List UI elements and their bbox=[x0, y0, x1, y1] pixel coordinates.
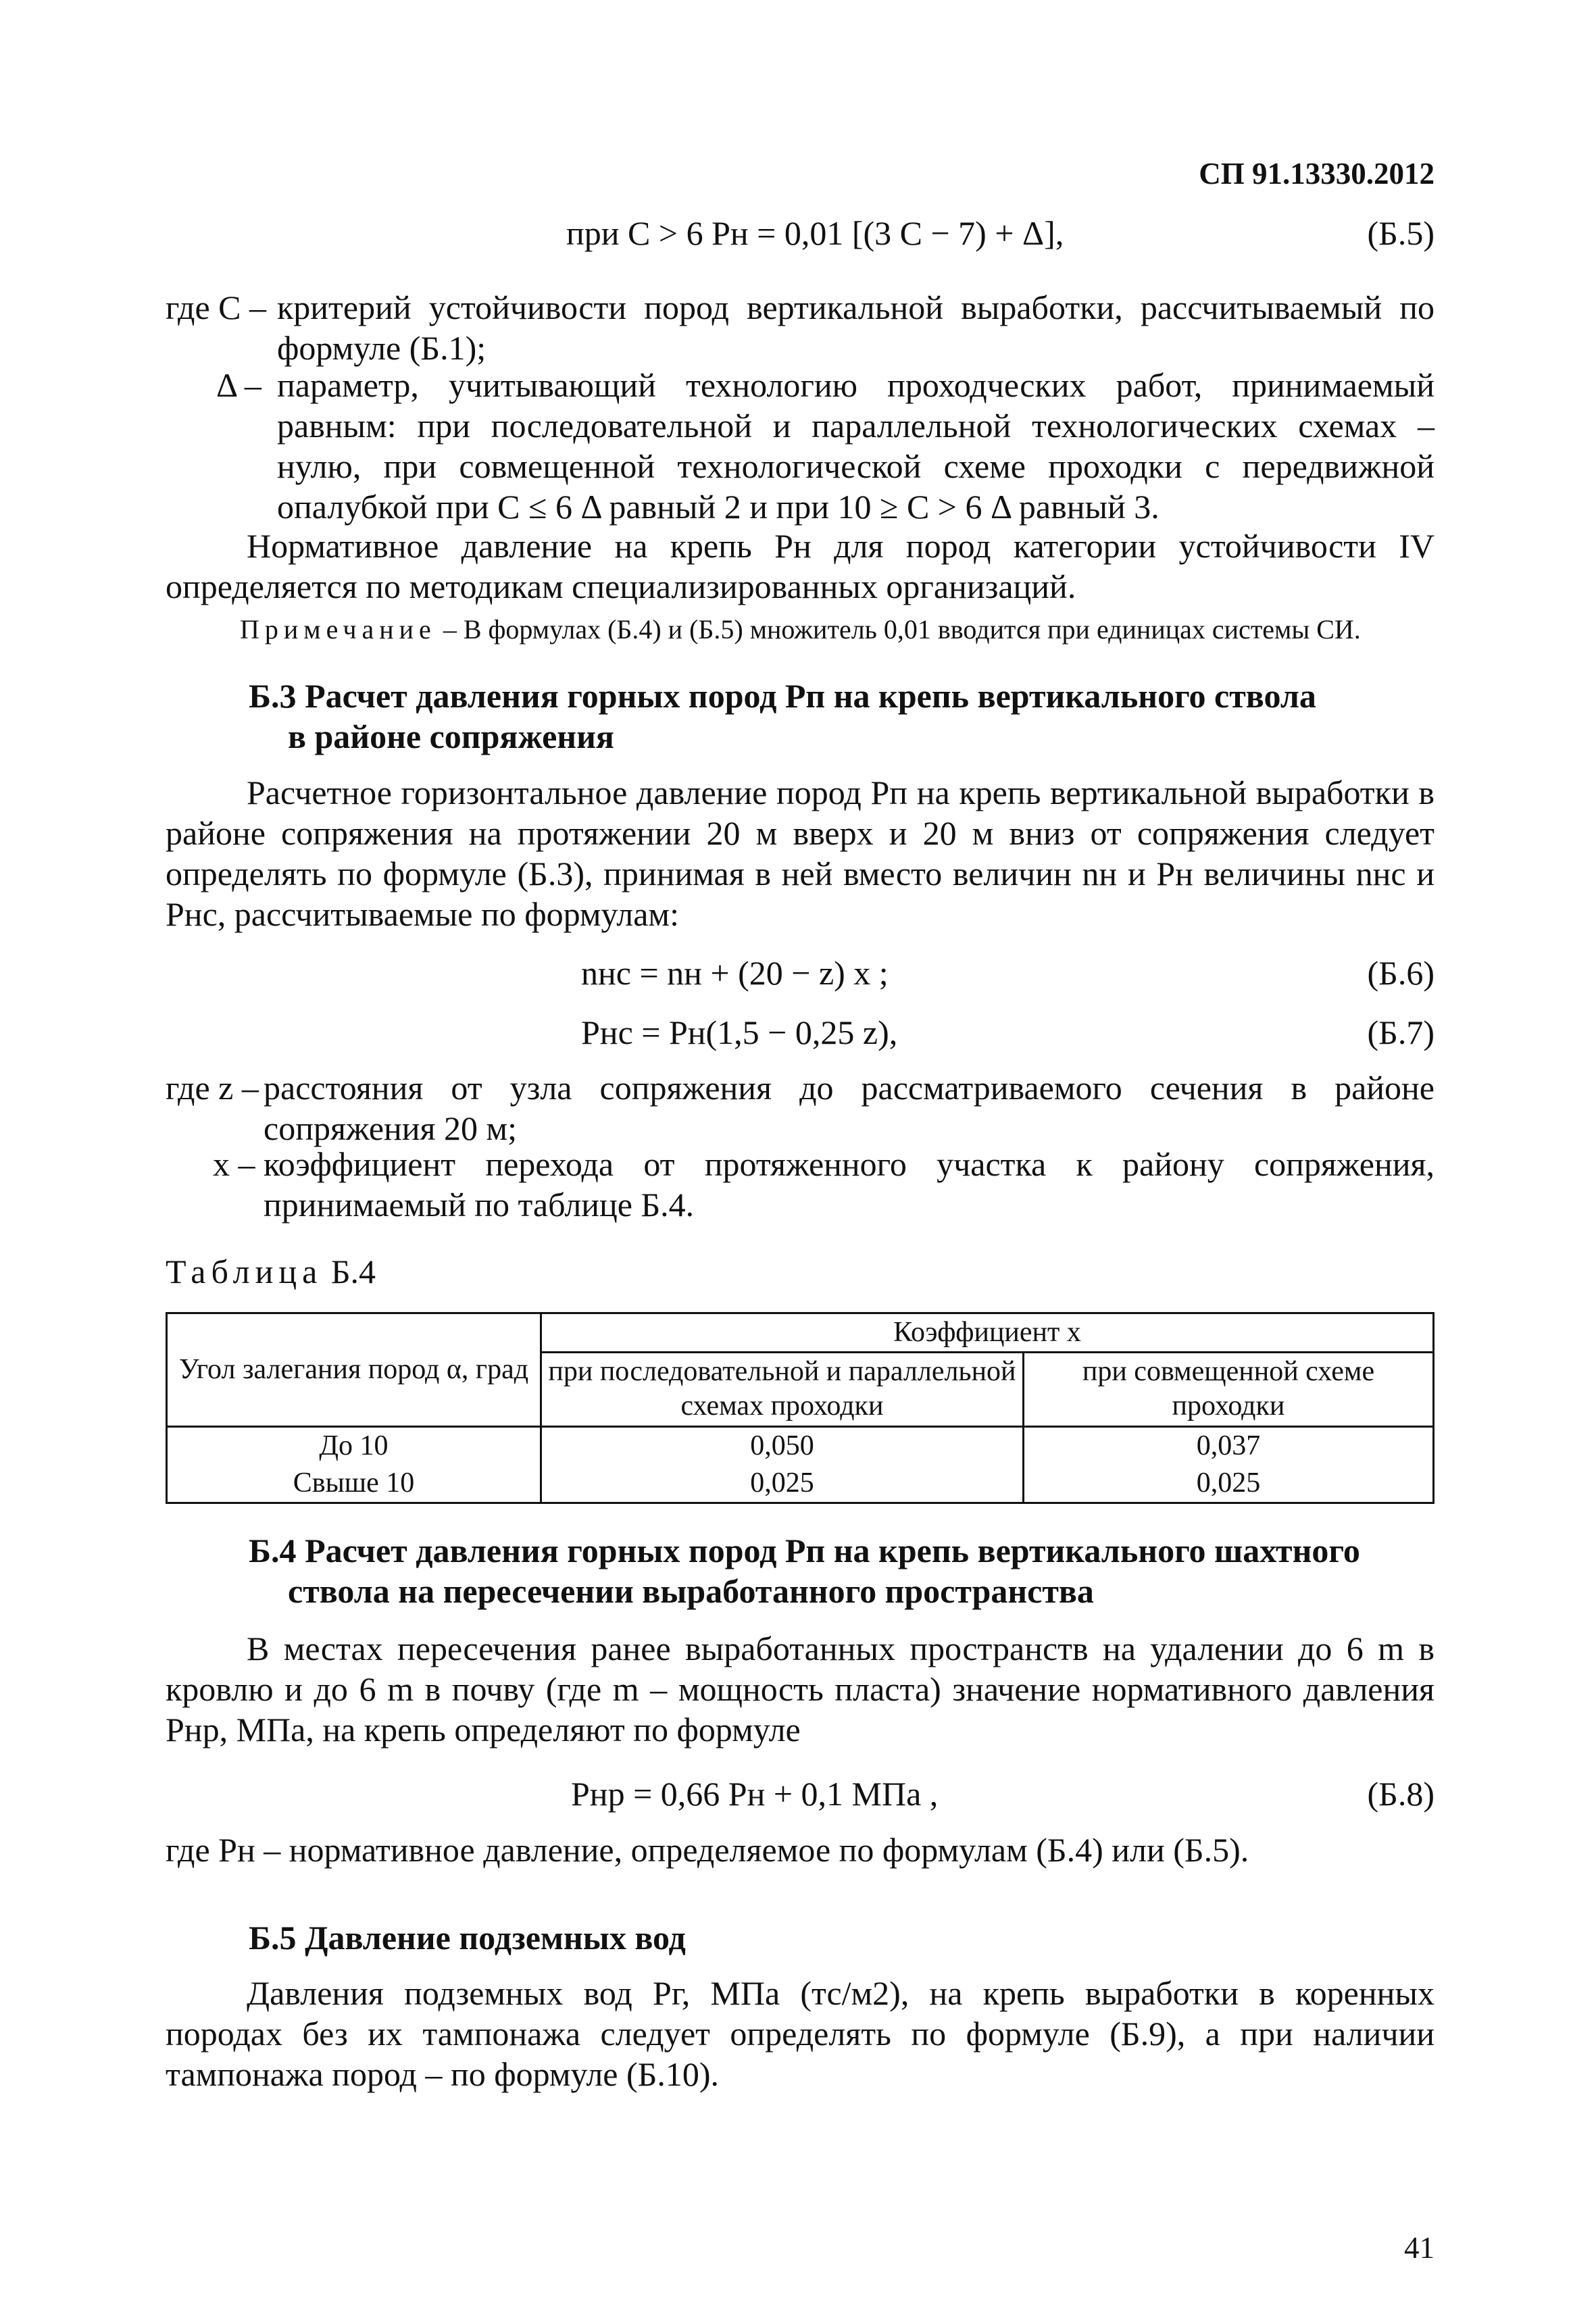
where-desc: коэффициент перехода от протяженного участка к району сопряжения, принимаемый по таблице Б.4. bbox=[264, 1145, 1435, 1224]
formula-b5-expression: при C > 6 Pн = 0,01 [(3 C − 7) + Δ], bbox=[566, 214, 1064, 252]
formula-b6-number: (Б.6) bbox=[1367, 954, 1435, 992]
table-header-angle: Угол залегания пород α, град bbox=[167, 1313, 541, 1427]
table-cell-sequential: 0,025 bbox=[541, 1465, 1023, 1503]
where-item-z bbox=[166, 1067, 1435, 1149]
note bbox=[240, 613, 1435, 646]
table-cell-angle: До 10 bbox=[167, 1426, 541, 1465]
table-caption-word: Таблица bbox=[166, 1253, 323, 1290]
table-b4 bbox=[166, 1312, 1435, 1504]
formula-b8-expression: Pнр = 0,66 Pн + 0,1 МПа , bbox=[571, 1775, 939, 1813]
formula-b8 bbox=[166, 1774, 1435, 1821]
section-b4-title-line2: ствола на пересечении выработанного пространства bbox=[288, 1572, 1094, 1610]
formula-b7-number: (Б.7) bbox=[1367, 1013, 1435, 1051]
table-header-sequential: при последовательной и параллельной схемах проходки bbox=[541, 1353, 1023, 1426]
where-term: Δ – bbox=[216, 366, 261, 404]
where-desc: расстояния от узла сопряжения до рассматриваемого сечения в районе сопряжения 20 м; bbox=[264, 1069, 1435, 1147]
section-b4-heading bbox=[249, 1530, 1435, 1611]
table-cell-angle: Свыше 10 bbox=[167, 1465, 541, 1503]
section-b3-heading bbox=[249, 676, 1435, 757]
section-b3-title-line1: Расчет давления горных пород Pп на крепь вертикального ствола bbox=[296, 677, 1316, 715]
formula-b5-number: (Б.5) bbox=[1367, 214, 1435, 252]
table-row bbox=[167, 1465, 1434, 1503]
section-b5-paragraph: Давления подземных вод Pг, МПа (тс/м2), на крепь выработки в коренных породах без их тампонажа следует определять по формуле (Б.9), а при наличии тампонажа пород – по формуле (Б.10). bbox=[166, 1974, 1435, 2093]
formula-b5 bbox=[166, 213, 1435, 260]
where-b8: где Pн – нормативное давление, определяемое по формулам (Б.4) или (Б.5). bbox=[166, 1831, 1249, 1869]
table-header-row bbox=[167, 1313, 1434, 1353]
where-item-delta bbox=[166, 365, 1435, 527]
formula-b7-expression: Pнс = Pн(1,5 − 0,25 z), bbox=[581, 1013, 898, 1051]
table-caption-number: Б.4 bbox=[322, 1253, 376, 1290]
section-b4-title-line1: Расчет давления горных пород Pп на крепь вертикального шахтного bbox=[296, 1532, 1360, 1569]
where-item-c bbox=[166, 287, 1435, 368]
section-b5-number: Б.5 bbox=[249, 1919, 297, 1957]
table-b4-caption bbox=[166, 1251, 376, 1292]
table-cell-combined: 0,037 bbox=[1023, 1426, 1433, 1465]
para-normative-pressure: Нормативное давление на крепь Pн для пород категории устойчивости IV определяется по методикам специализированных организаций. bbox=[166, 527, 1435, 605]
page-number: 41 bbox=[1404, 2231, 1435, 2265]
section-b3-title-line2: в районе сопряжения bbox=[288, 718, 614, 755]
table-cell-combined: 0,025 bbox=[1023, 1465, 1433, 1503]
where-desc: параметр, учитывающий технологию проходческих работ, принимаемый равным: при последовательной и параллельной технологических схемах – нулю, при совмещенной технологической схеме проходки с передвижной опалубкой при C ≤ 6 Δ равный 2 и при 10 ≥ C > 6 Δ равный 3. bbox=[277, 366, 1435, 526]
where-desc: критерий устойчивости пород вертикальной выработки, рассчитываемый по формуле (Б.1); bbox=[277, 288, 1435, 367]
note-text: – В формулах (Б.4) и (Б.5) множитель 0,01 вводится при единицах системы СИ. bbox=[436, 614, 1361, 645]
where-item-x bbox=[166, 1144, 1435, 1225]
table-cell-sequential: 0,050 bbox=[541, 1426, 1023, 1465]
section-b3-number: Б.3 bbox=[249, 677, 297, 715]
formula-b6-expression: nнс = nн + (20 − z) x ; bbox=[581, 954, 889, 992]
section-b4-paragraph: В местах пересечения ранее выработанных пространств на удалении до 6 m в кровлю и до 6 m в почву (где m – мощность пласта) значение нормативного давления Pнр, МПа, на крепь определяют по формуле bbox=[166, 1630, 1435, 1749]
table-header-coefficient: Коэффициент x bbox=[541, 1313, 1433, 1353]
where-term: где z – bbox=[166, 1069, 259, 1107]
where-term: где C – bbox=[166, 288, 266, 326]
section-b4-number: Б.4 bbox=[249, 1532, 297, 1569]
where-term: x – bbox=[213, 1145, 255, 1183]
section-b5-title: Давление подземных вод bbox=[296, 1919, 686, 1957]
formula-b6 bbox=[166, 953, 1435, 1000]
table-row bbox=[167, 1426, 1434, 1465]
table-header-combined: при совмещенной схеме проходки bbox=[1023, 1353, 1433, 1426]
section-b5-heading bbox=[249, 1917, 1435, 1958]
document-code: СП 91.13330.2012 bbox=[1199, 157, 1435, 191]
note-label: Примечание bbox=[240, 614, 437, 645]
formula-b8-number: (Б.8) bbox=[1367, 1775, 1435, 1813]
formula-b7 bbox=[166, 1012, 1435, 1059]
section-b3-paragraph: Расчетное горизонтальное давление пород Pп на крепь вертикальной выработки в районе сопряжения на протяжении 20 м вверх и 20 м вниз от сопряжения следует определять по формуле (Б.3), принимая в ней вместо величин nн и Pн величины nнс и Pнс, рассчитываемые по формулам: bbox=[166, 774, 1435, 933]
